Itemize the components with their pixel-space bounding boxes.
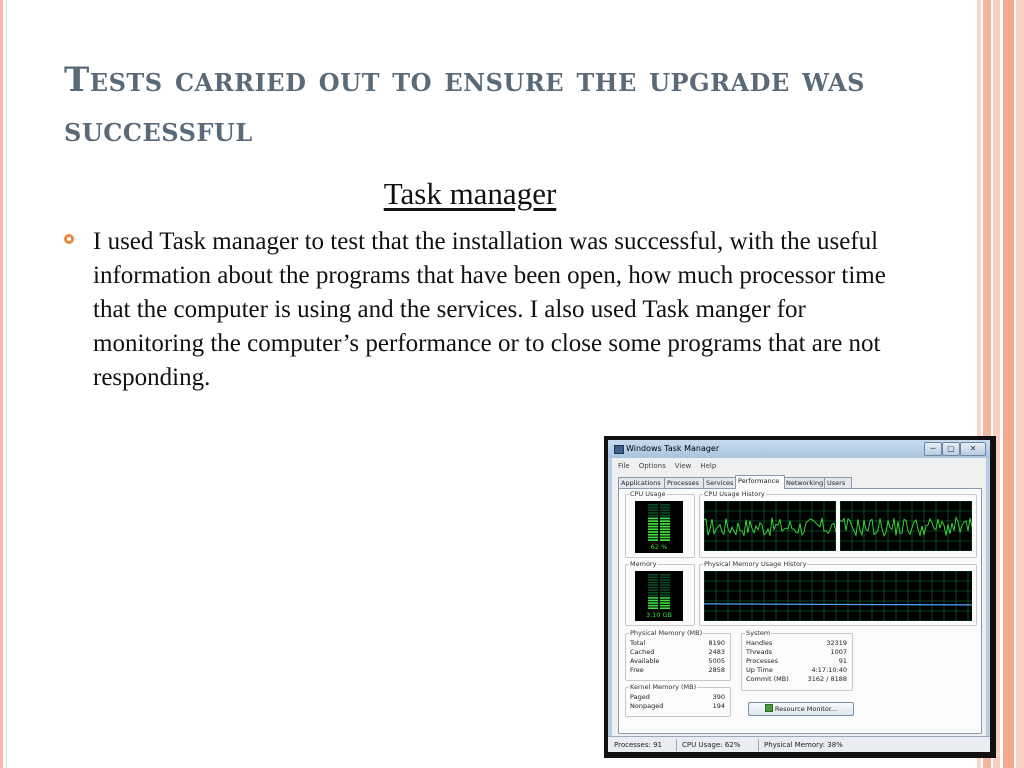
meter-segment — [660, 507, 670, 509]
stat-label: Total — [630, 639, 646, 647]
cpu-history-line — [704, 517, 836, 536]
stat-label: Up Time — [746, 666, 773, 674]
meter-segment — [648, 574, 658, 576]
bullet-ring-icon — [64, 234, 74, 244]
meter-segment — [660, 600, 670, 602]
meter-segment — [648, 507, 658, 509]
resource-monitor-icon — [765, 704, 773, 712]
cpu-history-graph-2 — [840, 501, 972, 551]
window-titlebar — [608, 440, 990, 458]
meter-segment — [648, 587, 658, 589]
meter-segment — [660, 518, 670, 520]
close-button[interactable]: ✕ — [960, 442, 986, 456]
window-title: Windows Task Manager — [626, 444, 720, 453]
memory-group — [625, 560, 695, 626]
physical-memory-group — [625, 629, 731, 681]
tab-networking[interactable]: Networking — [783, 477, 827, 488]
meter-segment — [648, 589, 658, 591]
kernel-memory-group — [625, 683, 731, 717]
stat-value: 390 — [712, 693, 725, 701]
meter-segment — [660, 539, 670, 541]
meter-segment — [660, 592, 670, 594]
memory-history-group — [699, 560, 977, 626]
stat-label: Free — [630, 666, 644, 674]
physical-memory-label: Physical Memory (MB) — [630, 629, 703, 637]
tab-processes[interactable]: Processes — [664, 477, 705, 488]
status-processes: Processes: 91 — [614, 741, 662, 749]
status-cpu: CPU Usage: 62% — [682, 741, 741, 749]
meter-segment — [648, 602, 658, 604]
stat-label: Cached — [630, 648, 655, 656]
meter-segment — [660, 574, 670, 576]
memory-history-label: Physical Memory Usage History — [704, 560, 807, 568]
meter-segment — [660, 582, 670, 584]
menu-file[interactable]: File — [618, 462, 630, 470]
meter-segment — [660, 520, 670, 522]
stat-label: Nonpaged — [630, 702, 664, 710]
meter-segment — [648, 537, 658, 539]
meter-segment — [660, 537, 670, 539]
meter-segment — [660, 509, 670, 511]
meter-segment — [660, 597, 670, 599]
stat-value: 5005 — [708, 657, 725, 665]
meter-segment — [660, 577, 670, 579]
stat-label: Threads — [746, 648, 773, 656]
meter-segment — [660, 602, 670, 604]
stat-label: Available — [630, 657, 660, 665]
task-manager-icon — [614, 445, 624, 454]
stat-value: 91 — [838, 657, 847, 665]
bullet-item — [64, 225, 894, 395]
bullet-text: I used Task manager to test that the installation was successful, with the useful information about the programs that have been open, how much processor time that the computer is using and the services. I also used Task manger for monitoring the computer’s performance or to close some programs that are not responding. — [93, 228, 886, 391]
left-border-inner — [6, 0, 7, 768]
slide-subtitle — [0, 176, 940, 212]
meter-segment — [660, 579, 670, 581]
tab-performance[interactable]: Performance — [735, 475, 785, 489]
memory-meter — [635, 571, 683, 621]
task-manager-screenshot — [608, 440, 990, 752]
stat-label: Handles — [746, 639, 773, 647]
meter-segment — [660, 584, 670, 586]
meter-segment — [660, 607, 670, 609]
minimize-button[interactable]: ─ — [924, 442, 942, 456]
memory-value: 3.10 GB — [645, 611, 673, 619]
status-memory: Physical Memory: 38% — [764, 741, 843, 749]
system-label: System — [746, 629, 771, 637]
meter-segment — [660, 515, 670, 517]
window-body — [612, 458, 986, 736]
cpu-history-label: CPU Usage History — [704, 490, 765, 498]
stat-label: Processes — [746, 657, 779, 665]
meter-segment — [648, 577, 658, 579]
meter-segment — [660, 534, 670, 536]
tab-applications[interactable]: Applications — [618, 477, 665, 488]
stat-value: 3162 / 8188 — [807, 675, 847, 683]
system-group — [741, 629, 853, 691]
performance-panel — [618, 488, 982, 734]
stat-value: 32319 — [826, 639, 847, 647]
cpu-usage-meter — [635, 501, 683, 553]
right-stripe — [1016, 0, 1024, 768]
meter-segment — [660, 595, 670, 597]
cpu-history-graph-1 — [704, 501, 836, 551]
meter-segment — [648, 584, 658, 586]
cpu-history-group — [699, 490, 977, 558]
meter-segment — [648, 504, 658, 506]
cpu-history-line — [840, 517, 972, 535]
status-divider — [676, 739, 677, 751]
meter-segment — [648, 534, 658, 536]
stat-value: 1007 — [830, 648, 847, 656]
physical-memory-table — [630, 639, 725, 679]
menu-options[interactable]: Options — [638, 462, 666, 470]
cpu-usage-value: 62 % — [650, 543, 668, 551]
meter-segment — [648, 523, 658, 525]
stat-label: Paged — [630, 693, 650, 701]
kernel-memory-table — [630, 693, 725, 713]
cpu-usage-group — [625, 490, 695, 558]
memory-label: Memory — [630, 560, 657, 568]
cpu-usage-label: CPU Usage — [630, 490, 666, 498]
resource-monitor-label: Resource Monitor... — [774, 705, 838, 713]
kernel-memory-label: Kernel Memory (MB) — [630, 683, 697, 691]
meter-segment — [660, 528, 670, 530]
menu-help[interactable]: Help — [700, 462, 717, 470]
slide-title: Tests carried out to ensure the upgrade was successful — [64, 60, 865, 150]
meter-segment — [648, 579, 658, 581]
meter-segment — [660, 523, 670, 525]
right-stripe — [1003, 0, 1014, 768]
stat-value: 4:17:10:40 — [811, 666, 847, 674]
tab-users[interactable]: Users — [824, 477, 852, 488]
menu-bar — [618, 462, 725, 470]
meter-segment — [660, 531, 670, 533]
meter-segment — [660, 587, 670, 589]
meter-segment — [648, 518, 658, 520]
meter-segment — [648, 607, 658, 609]
meter-segment — [648, 520, 658, 522]
meter-segment — [660, 605, 670, 607]
status-bar — [608, 736, 990, 752]
stat-value: 2483 — [708, 648, 725, 656]
meter-segment — [648, 512, 658, 514]
meter-segment — [648, 595, 658, 597]
meter-segment — [648, 531, 658, 533]
resource-monitor-button[interactable] — [748, 702, 854, 716]
meter-segment — [648, 605, 658, 607]
meter-segment — [660, 512, 670, 514]
meter-segment — [648, 515, 658, 517]
subtitle-text: Task manager — [383, 176, 557, 211]
stat-label: Commit (MB) — [746, 675, 789, 683]
system-table — [746, 639, 847, 687]
menu-view[interactable]: View — [674, 462, 692, 470]
stat-value: 194 — [712, 702, 725, 710]
meter-segment — [648, 592, 658, 594]
tab-services[interactable]: Services — [703, 477, 738, 488]
stat-value: 8190 — [708, 639, 725, 647]
meter-segment — [648, 528, 658, 530]
meter-segment — [648, 509, 658, 511]
status-divider — [758, 739, 759, 751]
meter-segment — [660, 504, 670, 506]
meter-segment — [660, 589, 670, 591]
meter-segment — [648, 600, 658, 602]
meter-segment — [660, 526, 670, 528]
memory-history-graph — [704, 571, 972, 621]
meter-segment — [648, 582, 658, 584]
stat-value: 2858 — [708, 666, 725, 674]
maximize-button[interactable]: ▢ — [942, 442, 960, 456]
meter-segment — [648, 597, 658, 599]
meter-segment — [648, 539, 658, 541]
meter-segment — [648, 526, 658, 528]
left-border — [0, 0, 3, 768]
